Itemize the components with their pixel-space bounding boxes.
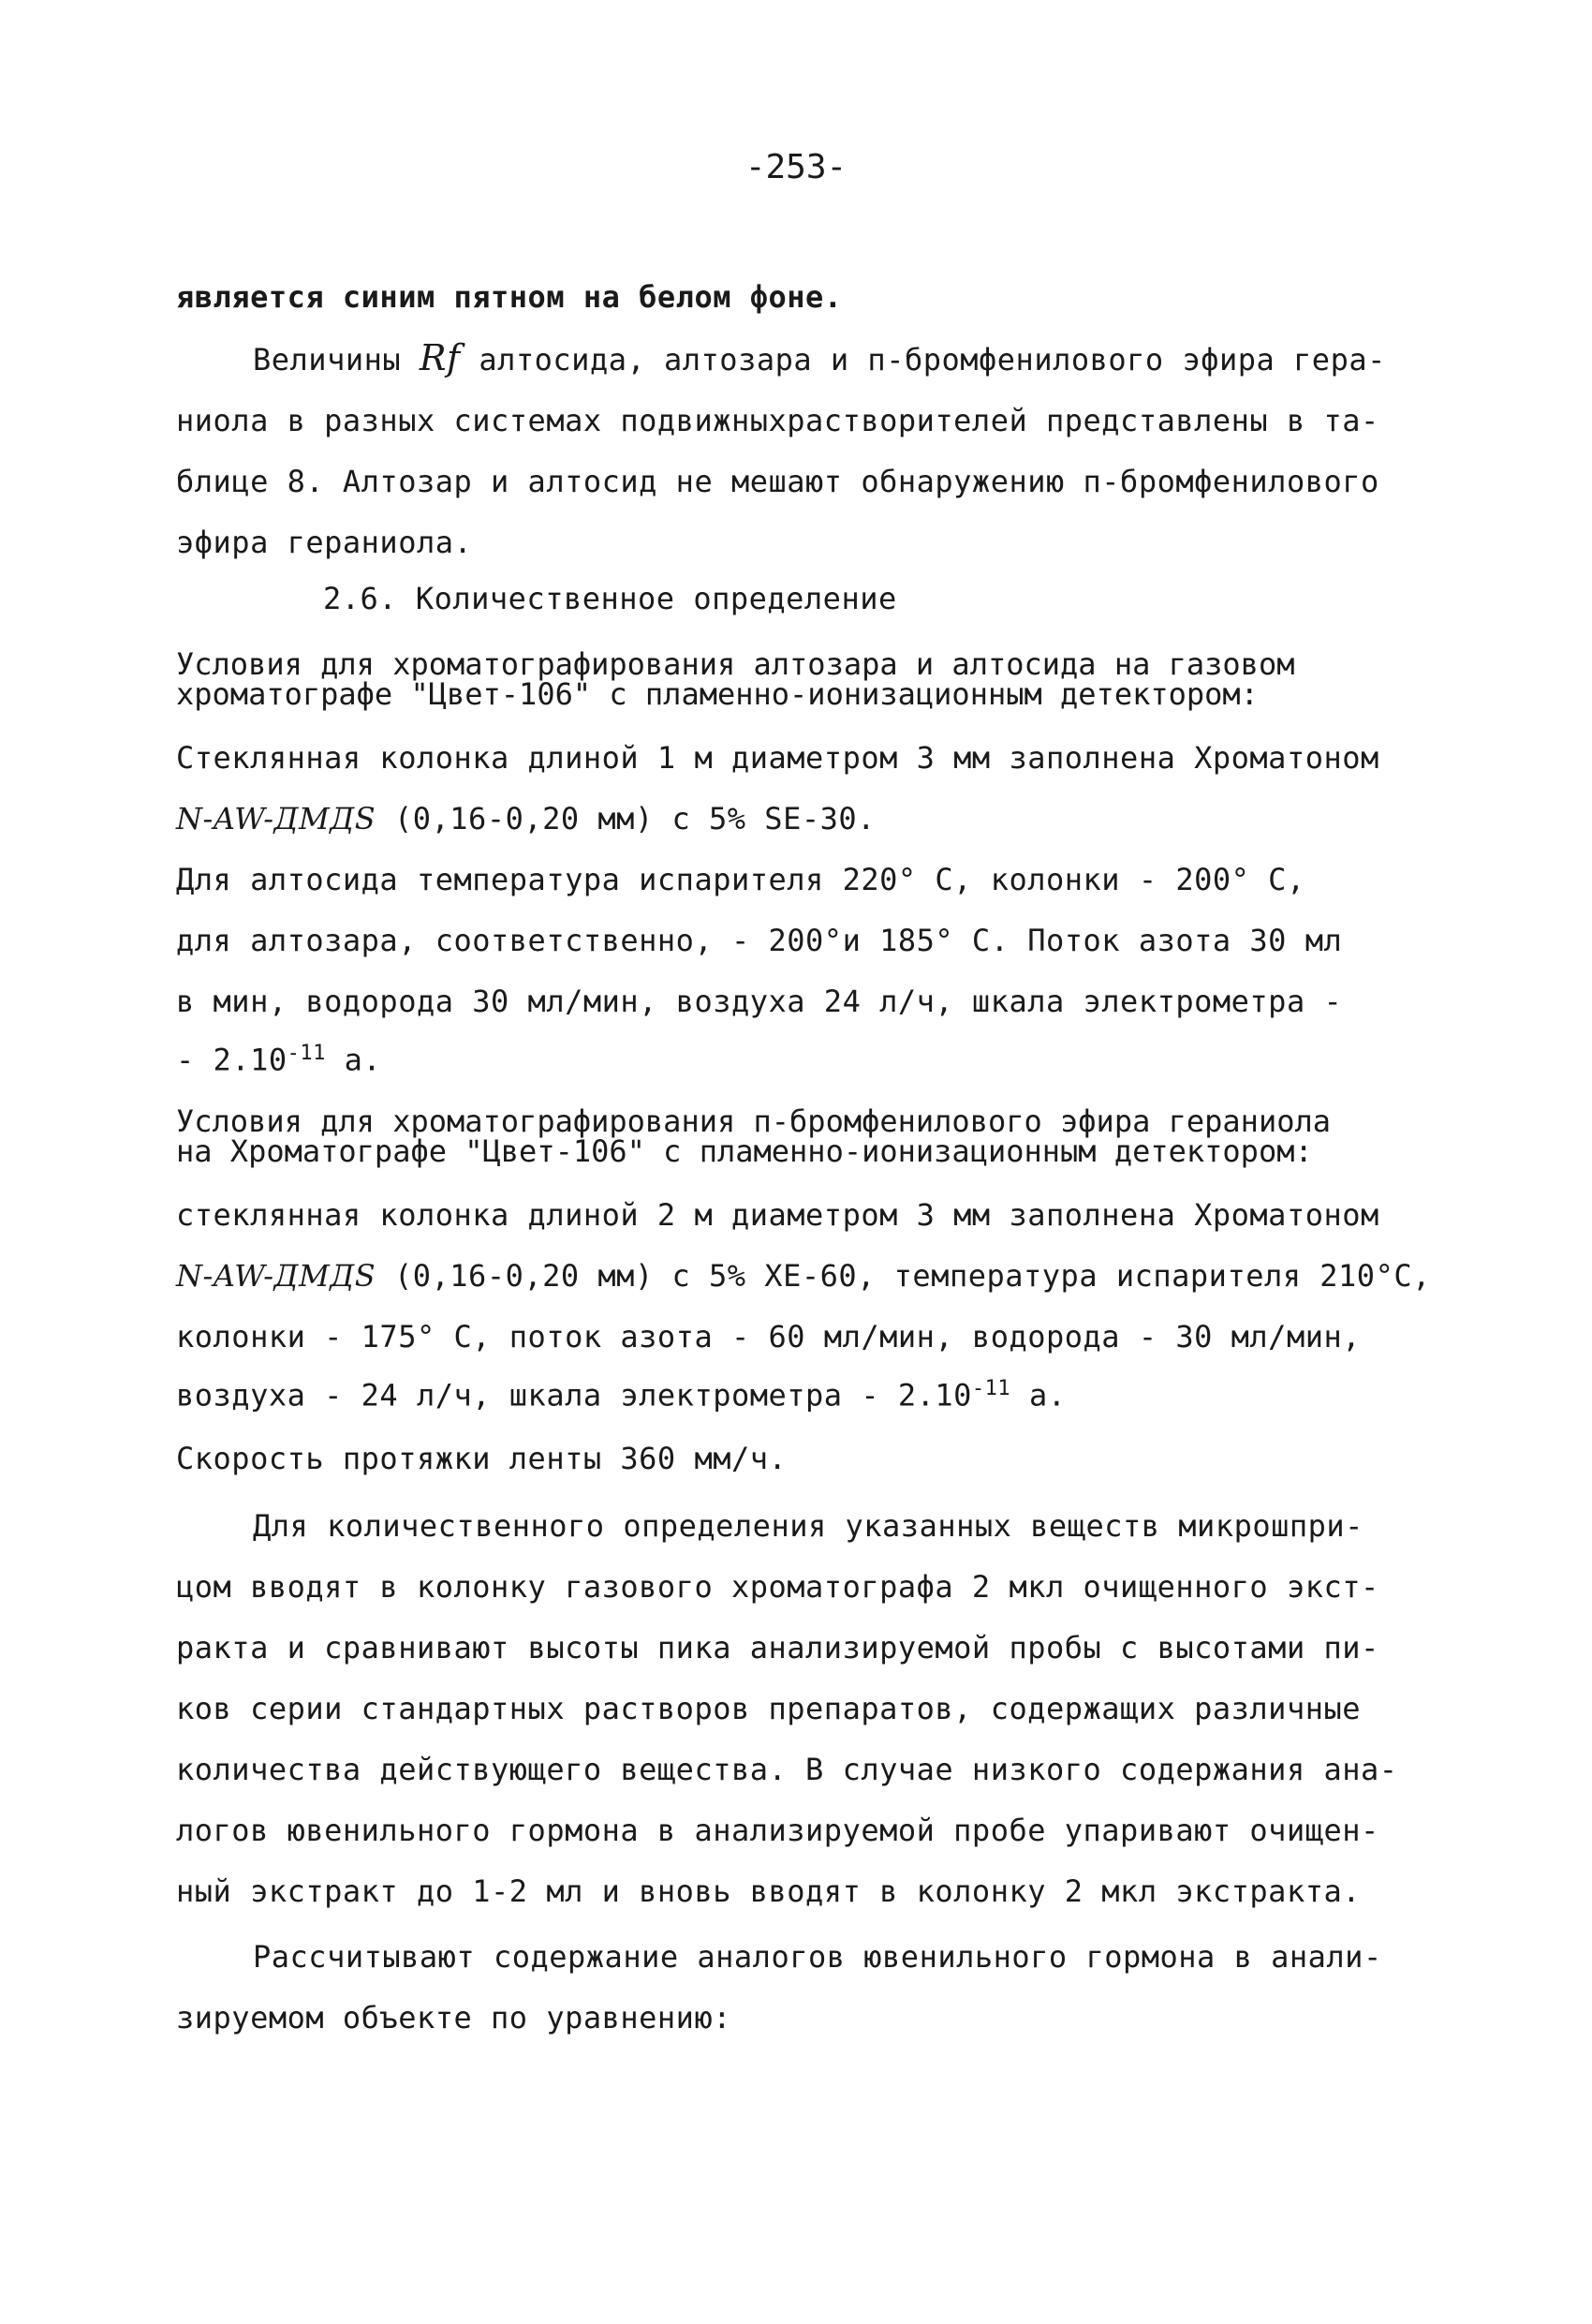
text-line: Стеклянная колонка длиной 1 м диаметром 3 мм заполнена Хроматоном	[176, 740, 1379, 776]
text-line: ракта и сравнивают высоты пика анализируемой пробы с высотами пи-	[176, 1630, 1379, 1665]
text-line: на Хроматографе "Цвет-106" с пламенно-ионизационным детектором:	[176, 1133, 1313, 1169]
text-line: хроматографе "Цвет-106" с пламенно-ионизационным детектором:	[176, 676, 1259, 712]
text-line: Скорость протяжки ленты 360 мм/ч.	[176, 1441, 788, 1476]
section-heading: 2.6. Количественное определение	[323, 581, 897, 616]
text-line: воздуха - 24 л/ч, шкала электрометра - $2.10^{-11}$ а.	[176, 1377, 1067, 1414]
text-line: Для алтосида температура испарителя 220° С, колонки - 200° С,	[176, 862, 1305, 897]
text-line: N-AW-ДМДS (0,16-0,20 мм) с 5% XE-60, температура испарителя 210°С,	[176, 1258, 1431, 1294]
text-line: в мин, водорода 30 мл/мин, воздуха 24 л/ч, шкала электрометра -	[176, 984, 1343, 1019]
text-line: является синим пятном на белом фоне.	[176, 279, 843, 315]
text-line: ков серии стандартных растворов препаратов, содержащих различные	[176, 1691, 1361, 1726]
text-line: эфира гераниола.	[176, 525, 473, 560]
text-line: стеклянная колонка длиной 2 м диаметром 3 мм заполнена Хроматоном	[176, 1197, 1379, 1233]
text-line: - $2.10^{-11}$ а.	[176, 1042, 382, 1078]
text-line: N-AW-ДМДS (0,16-0,20 мм) с 5% SE-30.	[176, 801, 876, 836]
text-line: количества действующего вещества. В случае низкого содержания ана-	[176, 1752, 1398, 1787]
text-line: ниола в разных системах подвижныхрастворителей представлены в та-	[176, 403, 1379, 438]
text-line: для алтозара, соответственно, - 200°и 185° С. Поток азота 30 мл	[176, 923, 1343, 958]
phase-mark: N-AW-ДМДS	[176, 801, 376, 836]
text-line: Условия для хроматографирования алтозара и алтосида на газовом	[176, 646, 1295, 682]
text-line: Для количественного определения указанных веществ микрошпри-	[253, 1508, 1364, 1544]
text-line: Условия для хроматографирования п-бромфенилового эфира гераниола	[176, 1103, 1331, 1139]
text-line: Величины Rf алтосида, алтозара и п-бромфенилового эфира гера-	[253, 337, 1386, 378]
text-line: колонки - 175° С, поток азота - 60 мл/мин, водорода - 30 мл/мин,	[176, 1319, 1361, 1354]
page-number: -253-	[744, 148, 848, 186]
text-line: Рассчитывают содержание аналогов ювенильного гормона в анали-	[253, 1939, 1382, 1975]
rf-symbol: Rf	[419, 337, 461, 378]
text-line: зируемом объекте по уравнению:	[176, 2000, 731, 2035]
text-line: блице 8. Алтозар и алтосид не мешают обнаружению п-бромфенилового	[176, 464, 1379, 499]
phase-mark: N-AW-ДМДS	[176, 1258, 376, 1294]
text-line: цом вводят в колонку газового хроматографа 2 мкл очищенного экст-	[176, 1569, 1379, 1605]
text-line: логов ювенильного гормона в анализируемой пробе упаривают очищен-	[176, 1813, 1379, 1848]
text-line: ный экстракт до 1-2 мл и вновь вводят в колонку 2 мкл экстракта.	[176, 1873, 1361, 1909]
